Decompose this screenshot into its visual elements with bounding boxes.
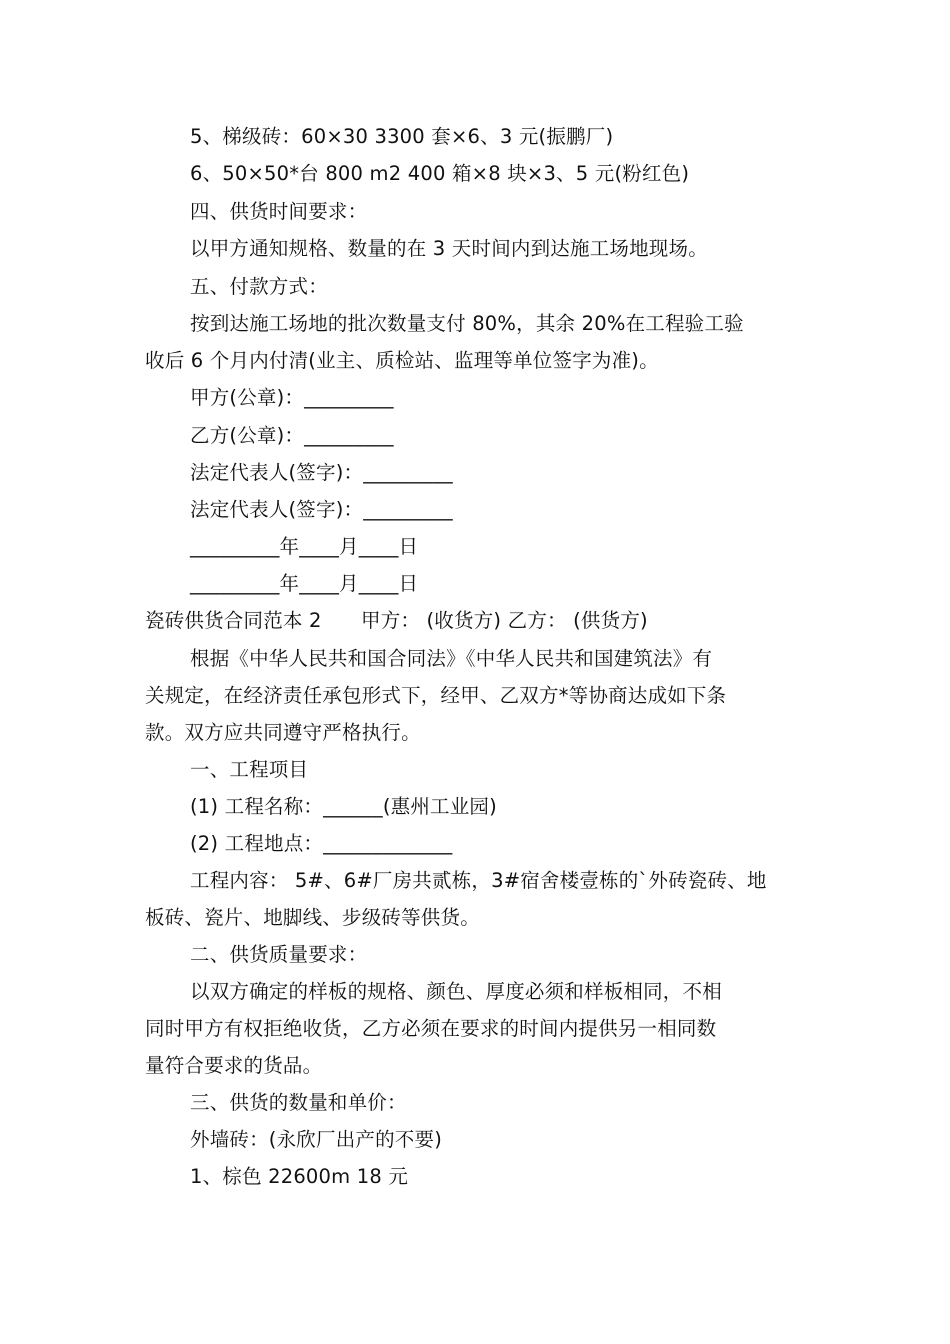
section-1-heading: 一、工程项目 [190,758,309,781]
section-4-heading: 四、供货时间要求： [190,200,368,223]
date-line-2: _________年____月____日 [190,572,419,595]
date-line-1: _________年____月____日 [190,535,419,558]
project-content-line-1: 工程内容： 5#、6#厂房共贰栋，3#宿舍楼壹栋的`外砖瓷砖、地 [190,869,767,892]
legal-rep-signature-1: 法定代表人(签字)：_________ [190,461,453,484]
project-name: (1) 工程名称：______(惠州工业园) [190,795,497,818]
preamble-line-2: 关规定，在经济责任承包形式下，经甲、乙双方*等协商达成如下条 [145,684,727,707]
payment-text-line-2: 收后 6 个月内付清(业主、质检站、监理等单位签字为准)。 [145,349,659,372]
item-6-tiles: 6、50×50*台 800 m2 400 箱×8 块×3、5 元(粉红色) [190,162,690,185]
contract-2-title: 瓷砖供货合同范本 2 甲方： (收货方) 乙方： (供货方) [145,609,648,632]
legal-rep-signature-2: 法定代表人(签字)：_________ [190,498,453,521]
preamble-line-3: 款。双方应共同遵守严格执行。 [145,721,421,744]
payment-text-line-1: 按到达施工场地的批次数量支付 80%，其余 20%在工程验工验 [190,312,744,335]
party-b-seal: 乙方(公章)：_________ [190,424,394,447]
project-location: (2) 工程地点：_____________ [190,832,453,855]
item-1-brown: 1、棕色 22600m 18 元 [190,1165,409,1188]
quality-text-line-3: 量符合要求的货品。 [145,1054,323,1077]
section-2-heading: 二、供货质量要求： [190,943,368,966]
item-5-stair-tiles: 5、梯级砖：60×30 3300 套×6、3 元(振鹏厂) [190,125,614,148]
exterior-tile-note: 外墙砖：(永欣厂出产的不要) [190,1128,443,1151]
delivery-time-text: 以甲方通知规格、数量的在 3 天时间内到达施工场地现场。 [190,237,708,260]
preamble-line-1: 根据《中华人民共和国合同法》《中华人民共和国建筑法》有 [190,647,713,670]
party-a-seal: 甲方(公章)：_________ [190,386,394,409]
project-content-line-2: 板砖、瓷片、地脚线、步级砖等供货。 [145,906,480,929]
quality-text-line-2: 同时甲方有权拒绝收货，乙方必须在要求的时间内提供另一相同数 [145,1017,717,1040]
section-3-heading: 三、供货的数量和单价： [190,1091,407,1114]
section-5-heading: 五、付款方式： [190,275,328,298]
quality-text-line-1: 以双方确定的样板的规格、颜色、厚度必须和样板相同，不相 [190,980,722,1003]
